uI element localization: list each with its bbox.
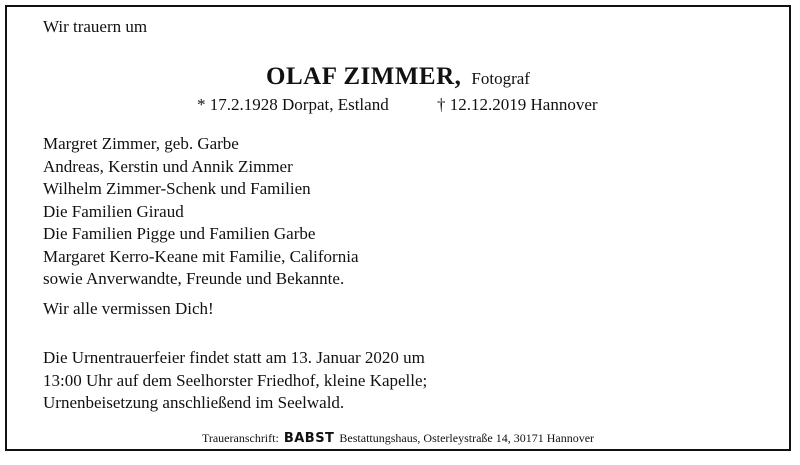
list-item: Die Familien Giraud	[43, 201, 184, 221]
list-item: sowie Anverwandte, Freunde und Bekannte.	[43, 269, 345, 288]
list-item: Margret Zimmer, geb. Garbe	[43, 134, 239, 153]
birth-info: * 17.2.1928 Dorpat, Estland	[197, 95, 389, 114]
footer-address	[7, 431, 789, 446]
deceased-name: OLAF ZIMMER,	[266, 63, 462, 90]
list-item: Andreas, Kerstin und Annik Zimmer	[43, 156, 293, 176]
mourners-list	[43, 133, 359, 291]
footer-label: Traueranschrift:	[201, 431, 279, 445]
deceased-profession: Fotograf	[471, 69, 530, 88]
ceremony-info	[43, 347, 427, 415]
list-item: 13:00 Uhr auf dem Seelhorster Friedhof, kleine Kapelle;	[43, 370, 428, 390]
obituary-notice	[5, 5, 791, 451]
list-item: Die Urnentrauerfeier findet statt am 13. Januar 2020 um	[43, 348, 425, 367]
deceased-heading	[7, 63, 789, 91]
funeral-home-logo: BABST	[283, 431, 335, 446]
list-item: Urnenbeisetzung anschließend im Seelwald.	[43, 393, 345, 412]
intro-text: Wir trauern um	[43, 17, 148, 36]
list-item: Wilhelm Zimmer-Schenk und Familien	[43, 179, 311, 198]
death-info: † 12.12.2019 Hannover	[437, 95, 598, 114]
closing-text: Wir alle vermissen Dich!	[43, 299, 214, 318]
footer-address-text: Bestattungshaus, Osterleystraße 14, 30171 Hannover	[339, 431, 595, 445]
list-item: Die Familien Pigge und Familien Garbe	[43, 224, 316, 243]
list-item: Margaret Kerro-Keane mit Familie, California	[43, 246, 359, 266]
